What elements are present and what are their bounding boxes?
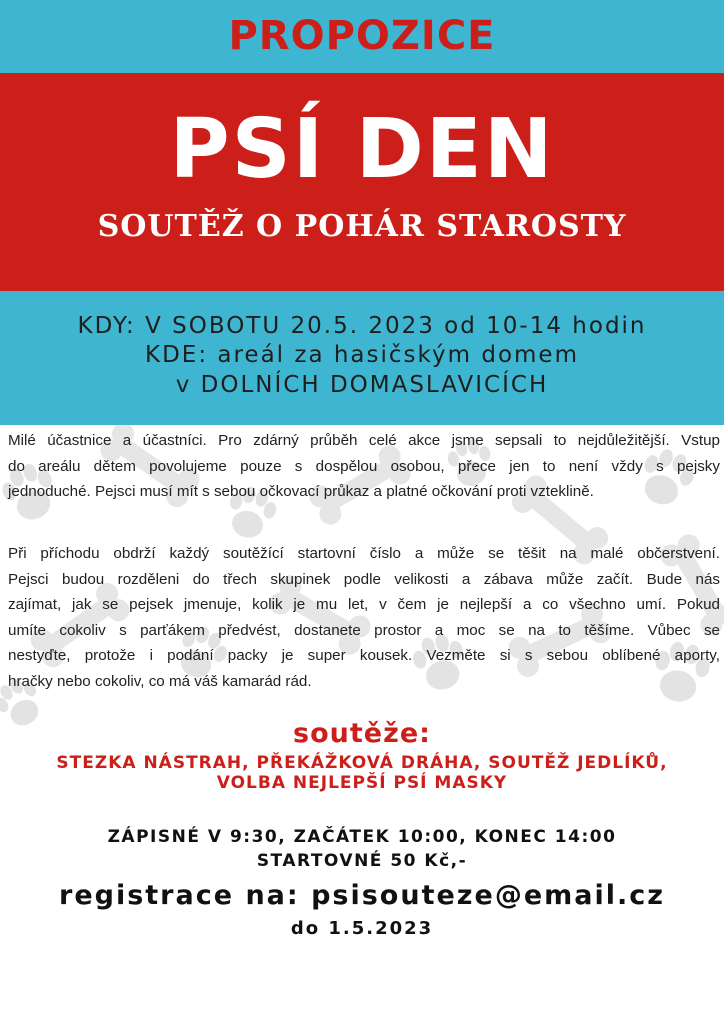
- intro-line: Milé účastnice a účastníci. Pro zdárný průběh celé akce jsme sepsali to nejdůležitější. Vstup: [8, 432, 720, 449]
- info-when: KDY: V SOBOTU 20.5. 2023 od 10-14 hodin: [77, 313, 647, 339]
- entry-fee: STARTOVNÉ 50 Kč,-: [256, 851, 468, 871]
- competitions-line: STEZKA NÁSTRAH, PŘEKÁŽKOVÁ DRÁHA, SOUTĚŽ JEDLÍKŮ,: [56, 753, 668, 773]
- event-title: PSÍ DEN: [169, 102, 555, 197]
- event-subtitle: SOUTĚŽ O POHÁR STAROSTY: [97, 209, 627, 244]
- registration-deadline: do 1.5.2023: [290, 918, 434, 939]
- details-paragraph: [8, 541, 720, 694]
- intro-paragraph: [8, 428, 720, 505]
- details-line: nestyďte, protože i podání packy je super kousek. Vezměte si s sebou oblíbené aporty,: [8, 647, 720, 664]
- propozice-heading: PROPOZICE: [228, 13, 496, 59]
- info-place: v DOLNÍCH DOMASLAVICÍCH: [175, 372, 549, 398]
- details-line: hračky nebo cokoliv, co má váš kamarád rád.: [8, 672, 312, 690]
- details-line: umíte cokoliv s parťákem předvést, dostanete prostor a moc se na to těšíme. Vůbec se: [8, 621, 720, 639]
- intro-line: jednoduché. Pejsci musí mít s sebou očkovací průkaz a platné očkování proti vzteklině.: [8, 483, 594, 500]
- intro-line: do areálu dětem povolujeme pouze s dospělou osobou, přece jen to není vždy s pejsky: [8, 457, 720, 475]
- competitions-heading: soutěže:: [293, 718, 431, 749]
- schedule-times: ZÁPISNÉ V 9:30, ZAČÁTEK 10:00, KONEC 14:00: [107, 827, 617, 847]
- registration-email: registrace na: psisouteze@email.cz: [59, 880, 665, 911]
- details-line: Při příchodu obdrží každý soutěžící startovní číslo a může se těšit na malé občerstvení.: [8, 545, 720, 562]
- details-line: zajímat, jak se pejsek jmenuje, kolik je mu let, v čem je nejlepší a co všechno umí. Pokud: [8, 596, 720, 613]
- info-where: KDE: areál za hasičským domem: [145, 342, 579, 368]
- details-line: Pejsci budou rozděleni do třech skupinek podle velikosti a zábava může začít. Bude nás: [8, 570, 720, 588]
- competitions-line: VOLBA NEJLEPŠÍ PSÍ MASKY: [216, 773, 508, 793]
